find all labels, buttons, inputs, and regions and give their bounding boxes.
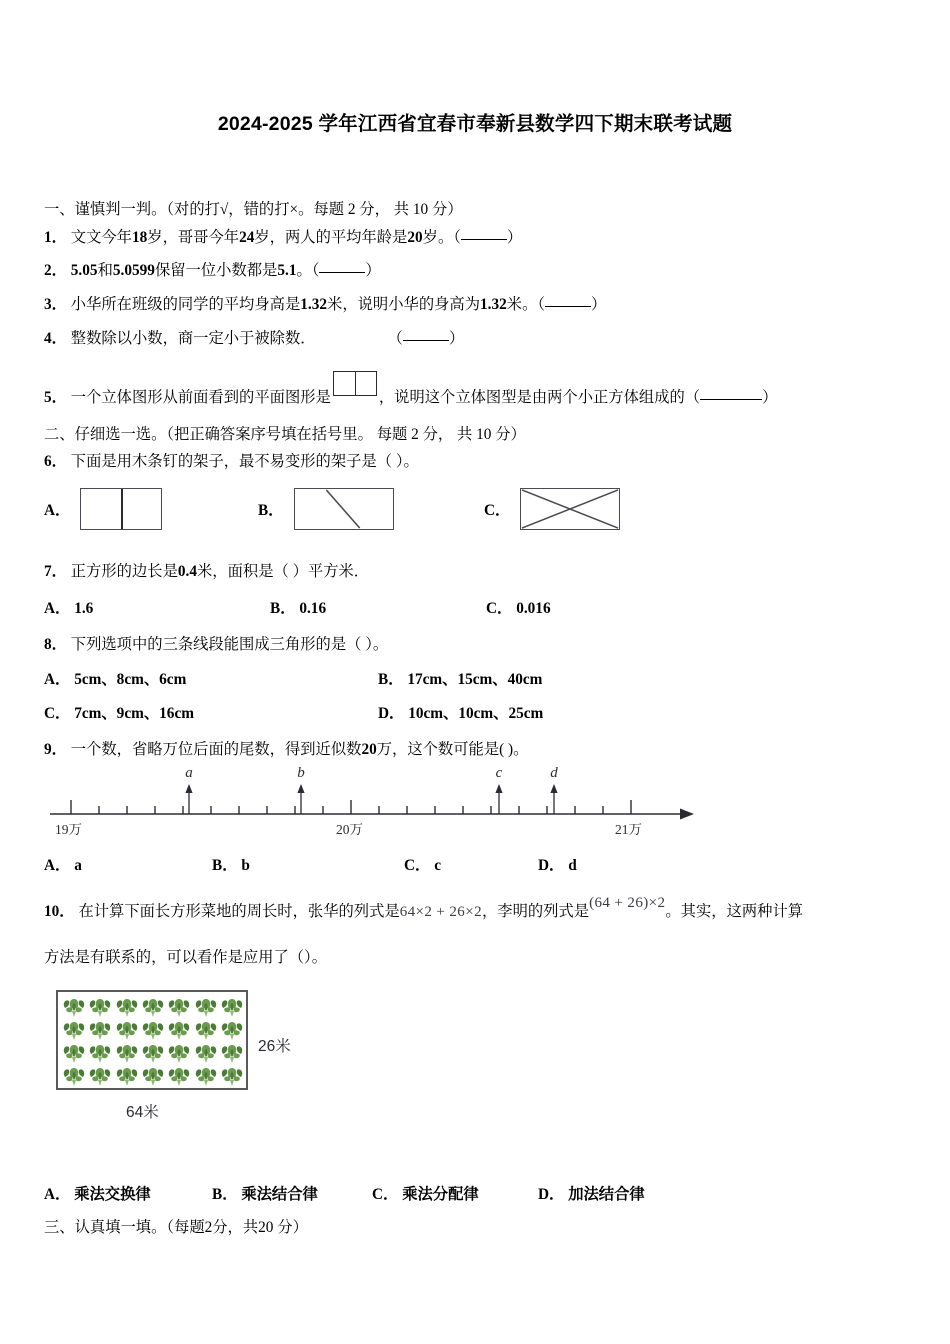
question-text: 正方形的边长是 xyxy=(70,563,178,580)
option-letter: B． xyxy=(378,671,404,688)
section-heading-1: 一、谨慎判一判。（对的打√，错的打×。每题 2 分， 共 10 分） xyxy=(44,201,463,218)
option-letter: C． xyxy=(404,857,431,874)
vegetable-plant-icon xyxy=(141,1020,165,1041)
section-heading-2: 二、仔细选一选。（把正确答案序号填在括号里。 每题 2 分， 共 10 分） xyxy=(44,426,526,443)
judge-question-3 xyxy=(44,295,606,315)
question-value-3: 5.1 xyxy=(277,262,297,279)
question-number: 1． xyxy=(44,229,67,246)
question-text-2: 万，这个数可能是( )。 xyxy=(376,741,529,758)
question-9-option-b[interactable] xyxy=(212,856,250,876)
answer-blank[interactable] xyxy=(319,272,365,273)
question-text: 下列选项中的三条线段能围成三角形的是（ ）。 xyxy=(70,636,389,653)
question-number: 6． xyxy=(44,453,67,470)
option-label: 乘法交换律 xyxy=(74,1186,151,1203)
question-number: 7． xyxy=(44,563,67,580)
question-text: 一个立体图形从前面看到的平面图形是 xyxy=(70,389,331,406)
field-height-label: 26米 xyxy=(258,1038,291,1055)
answer-blank[interactable] xyxy=(700,399,762,400)
option-label: a xyxy=(74,857,82,874)
option-letter: B． xyxy=(212,1186,238,1203)
question-number: 3． xyxy=(44,296,67,313)
vegetable-plant-icon xyxy=(115,1066,139,1087)
question-10-option-d[interactable] xyxy=(538,1185,645,1205)
question-10-option-a[interactable] xyxy=(44,1185,151,1205)
question-text-2: 米，说明小华的身高为 xyxy=(327,296,481,313)
field-rectangle xyxy=(56,990,248,1090)
question-8-option-c[interactable] xyxy=(44,704,194,724)
choice-question-6-stem xyxy=(44,452,419,472)
vegetable-plant-icon xyxy=(194,1020,218,1041)
option-label: 10cm、10cm、25cm xyxy=(408,705,544,722)
question-value-2: 5.0599 xyxy=(112,262,155,279)
vegetable-plant-icon xyxy=(220,1020,244,1041)
vegetable-plant-icon xyxy=(88,1043,112,1064)
question-text-4: 。（ xyxy=(296,262,320,279)
question-text-2: ，李明的列式是 xyxy=(481,903,590,920)
vegetable-plant-icon xyxy=(167,1043,191,1064)
option-letter: A． xyxy=(44,600,71,617)
question-7-option-c[interactable] xyxy=(486,599,551,619)
option-label: 1.6 xyxy=(74,600,94,617)
question-text-5: ） xyxy=(591,296,607,313)
question-text-4: （ xyxy=(387,330,403,347)
question-text-3: 岁，两人的平均年龄是 xyxy=(254,229,408,246)
vegetable-plant-icon xyxy=(167,997,191,1018)
answer-blank[interactable] xyxy=(461,239,507,240)
option-label: d xyxy=(568,857,577,874)
option-label: 17cm、15cm、40cm xyxy=(407,671,543,688)
option-letter: A． xyxy=(44,671,71,688)
choice-question-10-stem xyxy=(44,895,804,922)
question-text: 一个数，省略万位后面的尾数，得到近似数 xyxy=(70,741,362,758)
question-7-option-b[interactable] xyxy=(270,599,326,619)
option-label: 乘法结合律 xyxy=(241,1186,318,1203)
number-line-marker-a: a xyxy=(185,765,193,781)
vegetable-plant-icon xyxy=(115,1020,139,1041)
question-text: 小华所在班级的同学的平均身高是 xyxy=(70,296,301,313)
choice-question-7-stem xyxy=(44,562,369,582)
option-letter: C． xyxy=(486,600,513,617)
formula-liming: (64 + 26)×2 xyxy=(589,895,666,911)
vegetable-plant-icon xyxy=(62,1066,86,1087)
vegetable-plant-icon xyxy=(62,1043,86,1064)
option-letter: D． xyxy=(538,1186,565,1203)
number-line-marker-b: b xyxy=(297,765,305,781)
rect-single-diagonal-icon xyxy=(294,488,394,530)
answer-blank[interactable] xyxy=(545,306,591,307)
number-line-figure xyxy=(44,762,704,837)
number-line-svg xyxy=(44,762,704,834)
question-text: 下面是用木条钉的架子，最不易变形的架子是（ ）。 xyxy=(70,453,419,470)
judge-question-4 xyxy=(44,329,464,349)
vegetable-plant-icon xyxy=(194,997,218,1018)
question-text: 在计算下面长方形菜地的周长时，张华的列式是 xyxy=(78,903,400,920)
question-text-5: ） xyxy=(506,229,523,246)
question-text-5: ） xyxy=(762,389,778,406)
number-line-marker-d: d xyxy=(550,765,558,781)
question-number: 8． xyxy=(44,636,67,653)
vegetable-field-figure xyxy=(56,990,316,1140)
vegetable-plant-icon xyxy=(88,1066,112,1087)
vegetable-grid xyxy=(61,996,245,1088)
question-10-option-c[interactable] xyxy=(372,1185,479,1205)
rect-divided-vertical-icon xyxy=(80,488,162,530)
option-letter: C． xyxy=(484,502,511,519)
option-label: 5cm、8cm、6cm xyxy=(74,671,187,688)
number-line-label: 21万 xyxy=(615,822,642,837)
vegetable-plant-icon xyxy=(194,1043,218,1064)
choice-question-8-stem xyxy=(44,635,388,655)
vegetable-plant-icon xyxy=(167,1020,191,1041)
option-letter: D． xyxy=(538,857,565,874)
option-label: 加法结合律 xyxy=(568,1186,645,1203)
vegetable-plant-icon xyxy=(141,1066,165,1087)
question-text-2: 和 xyxy=(97,262,113,279)
vegetable-plant-icon xyxy=(220,1066,244,1087)
question-value-1: 1.32 xyxy=(300,296,328,313)
question-6-options xyxy=(0,482,950,538)
option-label: 0.16 xyxy=(299,600,327,617)
two-squares-figure xyxy=(333,371,377,396)
option-letter: A． xyxy=(44,502,71,519)
question-text-2: 米，面积是（ ）平方米． xyxy=(197,563,370,580)
option-letter: C． xyxy=(372,1186,399,1203)
choice-question-10-stem-cont xyxy=(44,948,327,968)
question-text-5: ） xyxy=(448,330,465,347)
question-value-2: 1.32 xyxy=(480,296,507,313)
judge-question-1 xyxy=(44,228,522,248)
question-text-2: ，说明这个立体图型是由两个小正方体组成的（ xyxy=(378,389,701,406)
question-text: 整数除以小数，商一定小于被除数． xyxy=(70,330,316,347)
question-value-1: 18 xyxy=(131,229,148,246)
option-letter: A． xyxy=(44,857,71,874)
choice-question-9-stem xyxy=(44,740,528,760)
vegetable-plant-icon xyxy=(194,1066,218,1087)
vegetable-plant-icon xyxy=(115,997,139,1018)
vegetable-plant-icon xyxy=(88,1020,112,1041)
question-8-option-d[interactable] xyxy=(378,704,543,724)
question-number: 4． xyxy=(44,330,67,347)
section-heading-3: 三、认真填一填。（每题2分，共20 分） xyxy=(44,1219,308,1236)
judge-question-5 xyxy=(44,371,777,408)
number-line-label: 20万 xyxy=(336,822,363,837)
vegetable-plant-icon xyxy=(62,1020,86,1041)
option-letter: B． xyxy=(270,600,296,617)
question-value-1: 5.05 xyxy=(70,262,98,279)
question-number: 10． xyxy=(44,903,75,920)
option-letter: D． xyxy=(378,705,405,722)
formula-zhanghua: 64×2 + 26×2 xyxy=(399,904,482,920)
question-number: 2． xyxy=(44,262,67,279)
question-text-3: 保留一位小数都是 xyxy=(154,262,278,279)
question-8-option-b[interactable] xyxy=(378,670,542,690)
question-number: 9． xyxy=(44,741,67,758)
vegetable-plant-icon xyxy=(62,997,86,1018)
question-value: 20 xyxy=(361,741,377,758)
number-line-marker-c: c xyxy=(495,765,503,781)
option-c[interactable] xyxy=(484,488,620,530)
question-text-3: 。其实，这两种计算 xyxy=(665,903,804,920)
question-text: 文文今年 xyxy=(70,229,132,246)
field-width-label: 64米 xyxy=(126,1104,159,1121)
option-letter: B． xyxy=(258,502,284,519)
option-letter: C． xyxy=(44,705,71,722)
option-label: 乘法分配律 xyxy=(402,1186,479,1203)
question-9-option-a[interactable] xyxy=(44,856,82,876)
option-letter: A． xyxy=(44,1186,71,1203)
option-letter: B． xyxy=(212,857,238,874)
vegetable-plant-icon xyxy=(115,1043,139,1064)
question-text-3: 米。（ xyxy=(506,296,546,313)
question-text-5: ） xyxy=(365,262,381,279)
question-9-option-d[interactable] xyxy=(538,856,577,876)
option-label: c xyxy=(434,857,441,874)
question-number: 5． xyxy=(44,389,67,406)
vegetable-plant-icon xyxy=(88,997,112,1018)
number-line-label: 19万 xyxy=(55,822,82,837)
question-value-3: 20 xyxy=(407,229,423,246)
question-text-4: 岁。（ xyxy=(422,229,461,246)
vegetable-plant-icon xyxy=(220,997,244,1018)
vegetable-plant-icon xyxy=(220,1043,244,1064)
answer-blank[interactable] xyxy=(403,340,449,341)
question-text-2: 岁，哥哥今年 xyxy=(147,229,240,246)
vegetable-plant-icon xyxy=(141,1043,165,1064)
question-7-option-a[interactable] xyxy=(44,599,93,619)
question-10-option-b[interactable] xyxy=(212,1185,318,1205)
option-a[interactable] xyxy=(44,488,162,530)
page-title: 2024-2025 学年江西省宜春市奉新县数学四下期末联考试题 xyxy=(217,113,733,135)
option-label: 0.016 xyxy=(516,600,551,617)
question-value: 0.4 xyxy=(177,563,197,580)
question-value-2: 24 xyxy=(239,229,255,246)
rect-crossed-diagonals-icon xyxy=(520,488,620,530)
option-label: b xyxy=(241,857,250,874)
option-b[interactable] xyxy=(258,488,394,530)
vegetable-plant-icon xyxy=(141,997,165,1018)
question-9-option-c[interactable] xyxy=(404,856,441,876)
option-label: 7cm、9cm、16cm xyxy=(74,705,194,722)
question-text-4: 方法是有联系的，可以看作是应用了（）。 xyxy=(44,949,327,966)
vegetable-plant-icon xyxy=(167,1066,191,1087)
question-8-option-a[interactable] xyxy=(44,670,186,690)
judge-question-2 xyxy=(44,261,381,281)
